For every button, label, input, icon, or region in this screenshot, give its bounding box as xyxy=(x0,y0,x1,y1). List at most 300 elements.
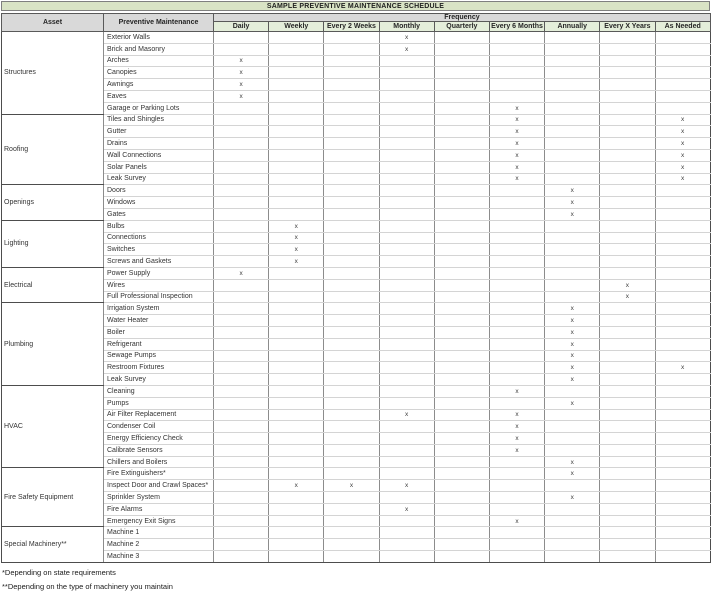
task-name-cell: Arches xyxy=(104,55,214,67)
frequency-mark-cell xyxy=(214,208,269,220)
frequency-mark-cell xyxy=(434,303,489,315)
frequency-mark-cell xyxy=(600,244,655,256)
frequency-mark-cell xyxy=(600,338,655,350)
frequency-mark-cell xyxy=(434,161,489,173)
task-name-cell: Sewage Pumps xyxy=(104,350,214,362)
table-row xyxy=(2,126,711,138)
frequency-mark-cell: x xyxy=(489,161,544,173)
asset-column-header: Asset xyxy=(2,14,104,32)
task-name-cell: Energy Efficiency Check xyxy=(104,433,214,445)
table-row xyxy=(2,421,711,433)
asset-group-cell: Plumbing xyxy=(2,303,104,386)
frequency-mark-cell xyxy=(379,90,434,102)
table-row xyxy=(2,456,711,468)
table-row xyxy=(2,90,711,102)
table-row xyxy=(2,161,711,173)
frequency-mark-cell xyxy=(655,197,710,209)
frequency-mark-cell xyxy=(489,338,544,350)
frequency-mark-cell xyxy=(269,409,324,421)
frequency-mark-cell xyxy=(324,138,379,150)
frequency-mark-cell xyxy=(434,409,489,421)
frequency-mark-cell xyxy=(214,480,269,492)
frequency-mark-cell xyxy=(434,539,489,551)
frequency-mark-cell xyxy=(269,102,324,114)
frequency-mark-cell xyxy=(489,244,544,256)
frequency-mark-cell: x xyxy=(324,480,379,492)
frequency-mark-cell xyxy=(379,385,434,397)
frequency-mark-cell xyxy=(600,456,655,468)
frequency-mark-cell xyxy=(655,515,710,527)
frequency-mark-cell xyxy=(489,527,544,539)
task-name-cell: Inspect Door and Crawl Spaces* xyxy=(104,480,214,492)
frequency-mark-cell xyxy=(324,208,379,220)
frequency-mark-cell xyxy=(324,303,379,315)
table-row xyxy=(2,338,711,350)
frequency-mark-cell: x xyxy=(489,126,544,138)
frequency-mark-cell xyxy=(600,149,655,161)
frequency-mark-cell xyxy=(434,326,489,338)
frequency-mark-cell xyxy=(269,126,324,138)
frequency-mark-cell: x xyxy=(655,138,710,150)
frequency-mark-cell xyxy=(600,161,655,173)
frequency-mark-cell xyxy=(269,421,324,433)
frequency-mark-cell xyxy=(214,126,269,138)
frequency-mark-cell xyxy=(655,102,710,114)
frequency-mark-cell xyxy=(379,79,434,91)
frequency-mark-cell xyxy=(655,350,710,362)
frequency-mark-cell xyxy=(655,90,710,102)
table-row xyxy=(2,480,711,492)
frequency-mark-cell: x xyxy=(489,102,544,114)
frequency-mark-cell xyxy=(434,114,489,126)
task-name-cell: Machine 1 xyxy=(104,527,214,539)
frequency-mark-cell: x xyxy=(489,444,544,456)
frequency-mark-cell xyxy=(600,350,655,362)
frequency-mark-cell xyxy=(269,551,324,563)
frequency-mark-cell: x xyxy=(600,279,655,291)
frequency-mark-cell: x xyxy=(545,492,600,504)
frequency-mark-cell xyxy=(545,291,600,303)
frequency-mark-cell xyxy=(434,362,489,374)
frequency-mark-cell xyxy=(214,338,269,350)
task-name-cell: Bulbs xyxy=(104,220,214,232)
frequency-mark-cell xyxy=(269,55,324,67)
frequency-mark-cell xyxy=(434,79,489,91)
task-name-cell: Eaves xyxy=(104,90,214,102)
frequency-mark-cell xyxy=(214,551,269,563)
frequency-mark-cell xyxy=(214,114,269,126)
table-row xyxy=(2,397,711,409)
frequency-mark-cell xyxy=(434,244,489,256)
table-row xyxy=(2,114,711,126)
task-name-cell: Exterior Walls xyxy=(104,32,214,44)
frequency-mark-cell xyxy=(600,326,655,338)
frequency-mark-cell xyxy=(269,503,324,515)
frequency-mark-cell: x xyxy=(545,315,600,327)
frequency-mark-cell xyxy=(269,397,324,409)
frequency-mark-cell xyxy=(324,421,379,433)
frequency-mark-cell xyxy=(489,67,544,79)
task-name-cell: Switches xyxy=(104,244,214,256)
frequency-mark-cell xyxy=(214,315,269,327)
frequency-mark-cell xyxy=(324,468,379,480)
frequency-mark-cell xyxy=(545,67,600,79)
task-name-cell: Wall Connections xyxy=(104,149,214,161)
frequency-mark-cell: x xyxy=(545,303,600,315)
frequency-mark-cell: x xyxy=(545,397,600,409)
frequency-mark-cell xyxy=(324,185,379,197)
frequency-mark-cell: x xyxy=(545,185,600,197)
frequency-mark-cell xyxy=(324,362,379,374)
frequency-mark-cell xyxy=(324,385,379,397)
frequency-mark-cell xyxy=(489,362,544,374)
frequency-mark-cell xyxy=(434,515,489,527)
frequency-mark-cell xyxy=(214,279,269,291)
frequency-mark-cell xyxy=(434,456,489,468)
frequency-mark-cell xyxy=(434,315,489,327)
frequency-mark-cell xyxy=(489,503,544,515)
frequency-mark-cell xyxy=(434,433,489,445)
frequency-mark-cell xyxy=(434,208,489,220)
table-row xyxy=(2,138,711,150)
frequency-mark-cell xyxy=(379,421,434,433)
task-name-cell: Emergency Exit Signs xyxy=(104,515,214,527)
frequency-mark-cell xyxy=(324,397,379,409)
frequency-mark-cell: x xyxy=(489,433,544,445)
frequency-mark-cell xyxy=(600,315,655,327)
frequency-mark-cell xyxy=(545,232,600,244)
frequency-mark-cell xyxy=(434,385,489,397)
frequency-mark-cell xyxy=(655,232,710,244)
frequency-mark-cell xyxy=(324,350,379,362)
frequency-mark-cell xyxy=(655,421,710,433)
frequency-mark-cell: x xyxy=(655,114,710,126)
frequency-mark-cell xyxy=(324,161,379,173)
preventive-maintenance-column-header: Preventive Maintenance xyxy=(104,14,214,32)
task-name-cell: Calibrate Sensors xyxy=(104,444,214,456)
frequency-mark-cell: x xyxy=(655,362,710,374)
frequency-mark-cell xyxy=(214,161,269,173)
frequency-mark-cell xyxy=(600,79,655,91)
frequency-mark-cell xyxy=(434,197,489,209)
frequency-mark-cell xyxy=(214,197,269,209)
frequency-mark-cell xyxy=(379,444,434,456)
frequency-mark-cell xyxy=(324,55,379,67)
frequency-mark-cell xyxy=(324,232,379,244)
frequency-mark-cell xyxy=(269,149,324,161)
table-row xyxy=(2,492,711,504)
frequency-mark-cell xyxy=(489,220,544,232)
frequency-mark-cell xyxy=(324,126,379,138)
frequency-mark-cell xyxy=(545,279,600,291)
frequency-mark-cell xyxy=(545,527,600,539)
frequency-mark-cell xyxy=(214,362,269,374)
frequency-mark-cell xyxy=(214,433,269,445)
frequency-mark-cell xyxy=(214,397,269,409)
frequency-mark-cell xyxy=(434,173,489,185)
frequency-mark-cell xyxy=(545,385,600,397)
table-row xyxy=(2,362,711,374)
table-row xyxy=(2,149,711,161)
frequency-mark-cell xyxy=(379,362,434,374)
frequency-mark-cell xyxy=(600,185,655,197)
frequency-mark-cell xyxy=(324,433,379,445)
asset-group-cell: Openings xyxy=(2,185,104,220)
frequency-mark-cell xyxy=(434,291,489,303)
frequency-mark-cell xyxy=(324,456,379,468)
frequency-mark-cell xyxy=(324,256,379,268)
frequency-mark-cell xyxy=(600,551,655,563)
frequency-mark-cell xyxy=(214,232,269,244)
frequency-mark-cell xyxy=(600,444,655,456)
frequency-mark-cell xyxy=(379,291,434,303)
frequency-mark-cell xyxy=(214,492,269,504)
frequency-mark-cell xyxy=(545,173,600,185)
frequency-mark-cell xyxy=(489,256,544,268)
frequency-mark-cell xyxy=(379,138,434,150)
frequency-mark-cell: x xyxy=(545,208,600,220)
frequency-mark-cell xyxy=(655,55,710,67)
frequency-mark-cell xyxy=(379,126,434,138)
frequency-mark-cell xyxy=(214,503,269,515)
frequency-mark-cell xyxy=(379,197,434,209)
frequency-mark-cell xyxy=(434,551,489,563)
frequency-mark-cell xyxy=(655,480,710,492)
frequency-mark-cell: x xyxy=(379,32,434,44)
frequency-mark-cell xyxy=(379,67,434,79)
frequency-mark-cell: x xyxy=(489,409,544,421)
frequency-mark-cell xyxy=(434,338,489,350)
frequency-mark-cell xyxy=(434,149,489,161)
frequency-mark-cell xyxy=(545,515,600,527)
frequency-mark-cell xyxy=(489,43,544,55)
frequency-mark-cell xyxy=(269,374,324,386)
frequency-mark-cell xyxy=(545,256,600,268)
frequency-mark-cell xyxy=(489,492,544,504)
frequency-mark-cell xyxy=(434,102,489,114)
task-name-cell: Drains xyxy=(104,138,214,150)
task-name-cell: Condenser Coil xyxy=(104,421,214,433)
frequency-mark-cell xyxy=(600,67,655,79)
table-row xyxy=(2,32,711,44)
frequency-mark-cell xyxy=(655,32,710,44)
frequency-mark-cell xyxy=(600,303,655,315)
table-row xyxy=(2,551,711,563)
frequency-mark-cell xyxy=(269,362,324,374)
frequency-mark-cell xyxy=(214,374,269,386)
frequency-mark-cell xyxy=(600,480,655,492)
frequency-mark-cell xyxy=(655,374,710,386)
frequency-mark-cell xyxy=(269,138,324,150)
frequency-mark-cell xyxy=(379,326,434,338)
table-row xyxy=(2,444,711,456)
frequency-mark-cell xyxy=(269,32,324,44)
table-row xyxy=(2,503,711,515)
frequency-mark-cell xyxy=(655,527,710,539)
frequency-mark-cell xyxy=(324,43,379,55)
table-row xyxy=(2,197,711,209)
frequency-mark-cell xyxy=(489,208,544,220)
frequency-mark-cell xyxy=(545,102,600,114)
frequency-mark-cell xyxy=(489,374,544,386)
frequency-mark-cell xyxy=(434,397,489,409)
frequency-mark-cell: x xyxy=(379,480,434,492)
task-name-cell: Tiles and Shingles xyxy=(104,114,214,126)
frequency-mark-cell xyxy=(324,338,379,350)
task-name-cell: Windows xyxy=(104,197,214,209)
table-title: SAMPLE PREVENTIVE MAINTENANCE SCHEDULE xyxy=(1,1,710,11)
frequency-mark-cell xyxy=(600,492,655,504)
frequency-mark-cell xyxy=(655,244,710,256)
frequency-mark-cell xyxy=(655,326,710,338)
table-row xyxy=(2,185,711,197)
task-name-cell: Leak Survey xyxy=(104,173,214,185)
frequency-mark-cell: x xyxy=(269,256,324,268)
frequency-mark-cell xyxy=(269,173,324,185)
frequency-mark-cell xyxy=(269,527,324,539)
frequency-mark-cell xyxy=(379,433,434,445)
frequency-mark-cell xyxy=(214,256,269,268)
frequency-mark-cell xyxy=(434,185,489,197)
frequency-mark-cell xyxy=(600,208,655,220)
frequency-mark-cell xyxy=(324,114,379,126)
frequency-mark-cell xyxy=(324,173,379,185)
frequency-mark-cell: x xyxy=(269,232,324,244)
asset-group-cell: Lighting xyxy=(2,220,104,267)
asset-group-cell: Roofing xyxy=(2,114,104,185)
frequency-mark-cell: x xyxy=(489,149,544,161)
frequency-mark-cell xyxy=(600,102,655,114)
task-name-cell: Doors xyxy=(104,185,214,197)
table-row xyxy=(2,279,711,291)
table-row xyxy=(2,79,711,91)
frequency-mark-cell xyxy=(545,480,600,492)
frequency-mark-cell: x xyxy=(545,338,600,350)
table-row xyxy=(2,43,711,55)
frequency-mark-cell xyxy=(655,456,710,468)
frequency-mark-cell xyxy=(434,267,489,279)
table-row xyxy=(2,315,711,327)
task-name-cell: Brick and Masonry xyxy=(104,43,214,55)
frequency-mark-cell xyxy=(379,338,434,350)
asset-group-cell: Electrical xyxy=(2,267,104,302)
frequency-mark-cell xyxy=(600,90,655,102)
frequency-mark-cell xyxy=(269,444,324,456)
table-row xyxy=(2,468,711,480)
frequency-mark-cell xyxy=(379,456,434,468)
frequency-mark-cell xyxy=(379,315,434,327)
frequency-mark-cell xyxy=(655,338,710,350)
frequency-mark-cell xyxy=(434,279,489,291)
frequency-mark-cell xyxy=(434,503,489,515)
frequency-mark-cell xyxy=(489,232,544,244)
frequency-mark-cell xyxy=(600,256,655,268)
frequency-mark-cell xyxy=(379,397,434,409)
frequency-mark-cell xyxy=(600,421,655,433)
table-row xyxy=(2,433,711,445)
frequency-mark-cell xyxy=(545,244,600,256)
frequency-mark-cell xyxy=(655,385,710,397)
frequency-mark-cell xyxy=(655,185,710,197)
footnote: **Depending on the type of machinery you maintain xyxy=(2,582,173,591)
frequency-mark-cell xyxy=(379,551,434,563)
frequency-mark-cell xyxy=(489,303,544,315)
frequency-mark-cell xyxy=(655,503,710,515)
frequency-mark-cell: x xyxy=(545,374,600,386)
frequency-mark-cell xyxy=(600,515,655,527)
frequency-mark-cell xyxy=(324,326,379,338)
frequency-mark-cell: x xyxy=(655,149,710,161)
frequency-mark-cell xyxy=(379,220,434,232)
frequency-mark-cell: x xyxy=(655,161,710,173)
frequency-mark-cell xyxy=(655,444,710,456)
task-name-cell: Fire Extinguishers* xyxy=(104,468,214,480)
frequency-mark-cell: x xyxy=(379,503,434,515)
table-row xyxy=(2,374,711,386)
frequency-mark-cell xyxy=(600,527,655,539)
frequency-mark-cell xyxy=(434,421,489,433)
frequency-mark-cell xyxy=(379,527,434,539)
frequency-mark-cell xyxy=(214,173,269,185)
frequency-mark-cell xyxy=(600,232,655,244)
frequency-mark-cell xyxy=(489,456,544,468)
table-row xyxy=(2,291,711,303)
frequency-mark-cell xyxy=(545,90,600,102)
frequency-mark-cell xyxy=(600,55,655,67)
frequency-mark-cell xyxy=(655,67,710,79)
frequency-mark-cell xyxy=(489,539,544,551)
table-row xyxy=(2,527,711,539)
frequency-mark-cell xyxy=(324,279,379,291)
frequency-mark-cell xyxy=(324,291,379,303)
table-row xyxy=(2,244,711,256)
frequency-mark-cell xyxy=(379,350,434,362)
frequency-mark-cell xyxy=(545,79,600,91)
frequency-mark-cell xyxy=(489,551,544,563)
frequency-mark-cell xyxy=(379,173,434,185)
frequency-mark-cell xyxy=(324,267,379,279)
frequency-mark-cell xyxy=(655,279,710,291)
footnote: *Depending on state requirements xyxy=(2,568,116,577)
frequency-mark-cell xyxy=(655,79,710,91)
frequency-mark-cell xyxy=(214,138,269,150)
frequency-mark-cell xyxy=(600,503,655,515)
frequency-mark-cell xyxy=(379,539,434,551)
frequency-mark-cell xyxy=(434,374,489,386)
frequency-mark-cell xyxy=(489,90,544,102)
frequency-mark-cell xyxy=(269,267,324,279)
task-name-cell: Restroom Fixtures xyxy=(104,362,214,374)
frequency-mark-cell xyxy=(214,220,269,232)
task-name-cell: Chillers and Boilers xyxy=(104,456,214,468)
frequency-mark-cell xyxy=(214,468,269,480)
frequency-mark-cell xyxy=(600,173,655,185)
frequency-mark-cell: x xyxy=(379,409,434,421)
table-row xyxy=(2,267,711,279)
frequency-mark-cell xyxy=(324,503,379,515)
frequency-mark-cell: x xyxy=(489,138,544,150)
frequency-mark-cell xyxy=(545,55,600,67)
frequency-mark-cell xyxy=(379,492,434,504)
frequency-mark-cell xyxy=(379,149,434,161)
frequency-mark-cell xyxy=(324,220,379,232)
frequency-mark-cell xyxy=(545,409,600,421)
frequency-mark-cell: x xyxy=(214,79,269,91)
frequency-mark-cell: x xyxy=(545,468,600,480)
table-row xyxy=(2,303,711,315)
table-row xyxy=(2,220,711,232)
frequency-mark-cell xyxy=(214,291,269,303)
